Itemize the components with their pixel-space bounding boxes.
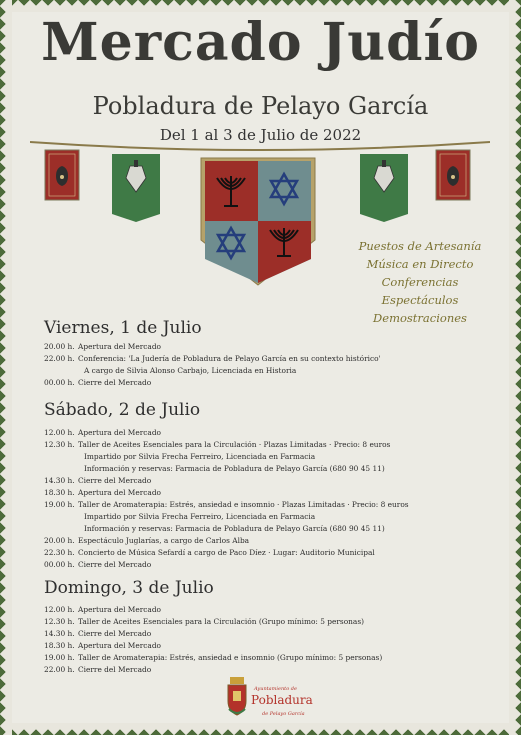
- features-list: [345, 237, 495, 327]
- logo-name: Pobladura: [251, 693, 313, 707]
- schedule-item: 00.00 h. Cierre del Mercado: [44, 560, 152, 569]
- schedule-item: 00.00 h. Cierre del Mercado: [44, 378, 152, 387]
- schedule-item: Impartido por Silvia Frecha Ferreiro, Licenciada en Farmacia: [84, 452, 316, 461]
- schedule-item: 19.00 h. Taller de Aromaterapia: Estrés, ansiedad e insomnio · Plazas Limitadas · Precio: 8 euros: [44, 500, 409, 509]
- event-dates: Del 1 al 3 de Julio de 2022: [159, 126, 362, 144]
- schedule-item: 22.00 h. Conferencia: 'La Judería de Pobladura de Pelayo García en su contexto histórico': [44, 354, 381, 363]
- green-flag-dreidel-icon: [112, 154, 160, 222]
- feature-item: Puestos de Artesanía: [358, 239, 482, 253]
- schedule-item: 22.30 h. Concierto de Música Sefardí a cargo de Paco Díez · Lugar: Auditorio Municipal: [44, 548, 375, 557]
- schedule-item: 18.30 h. Apertura del Mercado: [44, 488, 162, 497]
- schedule-item: A cargo de Silvia Alonso Carbajo, Licenciada en Historia: [84, 366, 297, 375]
- green-flag-dreidel-icon: [360, 154, 408, 222]
- schedule-item: 19.00 h. Taller de Aromaterapia: Estrés, ansiedad e insomnio (Grupo mínimo: 5 personas): [44, 653, 383, 662]
- schedule-item: 12.00 h. Apertura del Mercado: [44, 428, 162, 437]
- border-top: [0, 0, 521, 12]
- schedule-item: Información y reservas: Farmacia de Pobladura de Pelayo García (680 90 45 11): [84, 524, 385, 533]
- feature-item: Demostraciones: [373, 311, 467, 325]
- poster-title: Mercado Judío: [41, 12, 480, 73]
- schedule-item: 20.00 h. Apertura del Mercado: [44, 342, 162, 351]
- day-title-friday: Viernes, 1 de Julio: [44, 318, 202, 338]
- schedule-item: 14.30 h. Cierre del Mercado: [44, 476, 152, 485]
- feature-item: Espectáculos: [381, 293, 459, 307]
- feature-item: Conferencias: [381, 275, 459, 289]
- schedule-item: 20.00 h. Espectáculo Juglarías, a cargo de Carlos Alba: [44, 536, 250, 545]
- day-title-sunday: Domingo, 3 de Julio: [44, 578, 214, 598]
- schedule-item: 12.00 h. Apertura del Mercado: [44, 605, 162, 614]
- schedule-item: 12.30 h. Taller de Aceites Esenciales para la Circulación · Plazas Limitadas · Precio: 8 euros: [44, 440, 391, 449]
- logo-bottom-text: de Pelayo García: [262, 711, 305, 717]
- logo-top-text: Ayuntamiento de: [254, 686, 297, 692]
- schedule-item: 14.30 h. Cierre del Mercado: [44, 629, 152, 638]
- central-shield-icon: [201, 158, 315, 285]
- schedule-item: 12.30 h. Taller de Aceites Esenciales para la Circulación (Grupo mínimo: 5 personas): [44, 617, 365, 626]
- feature-item: Música en Directo: [366, 257, 474, 271]
- poster-subtitle: Pobladura de Pelayo García: [92, 92, 429, 120]
- schedule-item: 22.00 h. Cierre del Mercado: [44, 665, 152, 674]
- schedule-item: Impartido por Silvia Frecha Ferreiro, Licenciada en Farmacia: [84, 512, 316, 521]
- schedule-item: Información y reservas: Farmacia de Pobladura de Pelayo García (680 90 45 11): [84, 464, 385, 473]
- red-flag-hamsa-icon: [436, 150, 470, 200]
- red-flag-hamsa-icon: [45, 150, 79, 200]
- schedule-item: 18.30 h. Apertura del Mercado: [44, 641, 162, 650]
- border-bottom: [0, 723, 521, 735]
- day-title-saturday: Sábado, 2 de Julio: [44, 400, 201, 420]
- coat-of-arms-icon: [225, 675, 249, 719]
